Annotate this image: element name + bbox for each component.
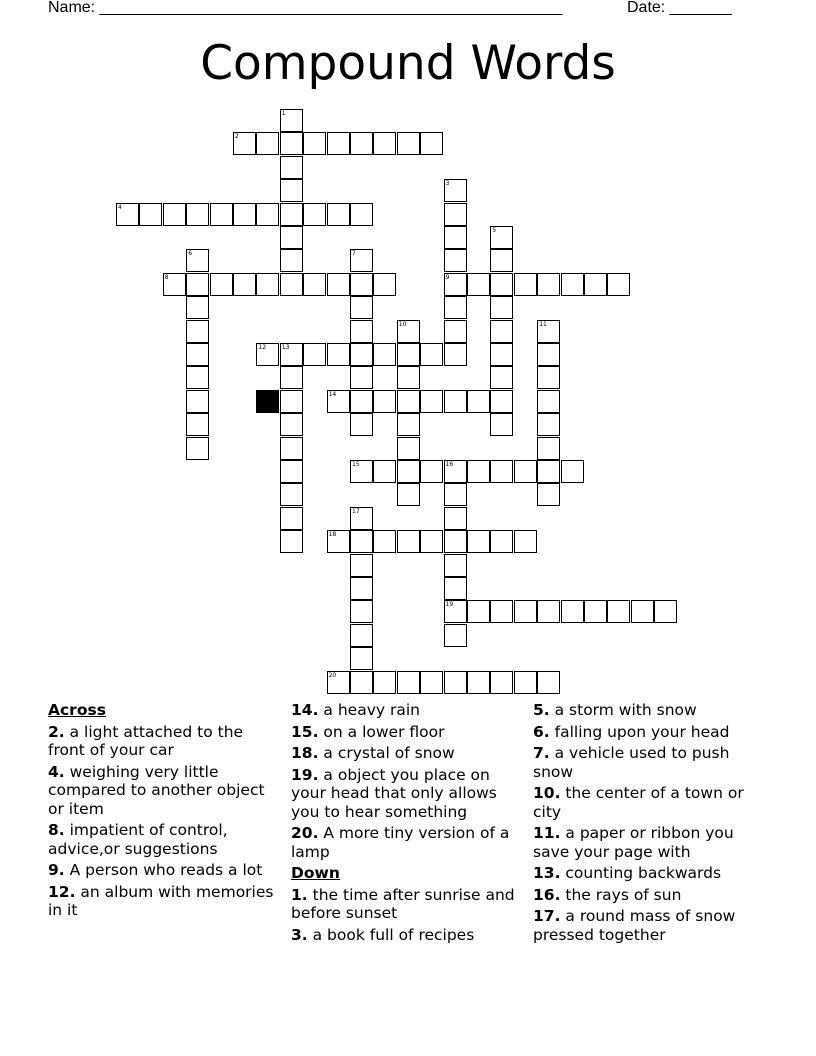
grid-cell[interactable]: [420, 390, 443, 413]
grid-cell[interactable]: [350, 390, 373, 413]
clue-number-label: 7: [352, 250, 356, 258]
grid-cell[interactable]: [373, 671, 396, 694]
grid-cell[interactable]: [490, 600, 513, 623]
grid-cell[interactable]: [327, 390, 350, 413]
grid-cell[interactable]: [327, 132, 350, 155]
grid-cell[interactable]: [350, 296, 373, 319]
name-field-label: Name: ____________________________________________________: [48, 0, 563, 16]
grid-cell[interactable]: [537, 413, 560, 436]
grid-cell[interactable]: [163, 273, 186, 296]
grid-cell[interactable]: [280, 366, 303, 389]
grid-cell[interactable]: [186, 249, 209, 272]
grid-cell[interactable]: [186, 366, 209, 389]
clue-number-label: 20: [328, 671, 337, 679]
grid-cell[interactable]: [561, 460, 584, 483]
grid-cell[interactable]: [280, 179, 303, 202]
clue-number-label: 17: [352, 507, 360, 515]
grid-cell[interactable]: [186, 413, 209, 436]
grid-cell[interactable]: [327, 530, 350, 553]
grid-cell[interactable]: [373, 343, 396, 366]
grid-cell[interactable]: [444, 390, 467, 413]
grid-cell[interactable]: [350, 624, 373, 647]
page-title: Compound Words: [200, 36, 616, 91]
grid-cell[interactable]: [280, 132, 303, 155]
grid-cell[interactable]: [397, 366, 420, 389]
grid-cell[interactable]: [280, 413, 303, 436]
clue-number-label: 10: [398, 320, 407, 328]
grid-cell[interactable]: [490, 671, 513, 694]
grid-cell[interactable]: [373, 132, 396, 155]
grid-cell[interactable]: [444, 530, 467, 553]
grid-cell[interactable]: [350, 507, 373, 530]
clue-column-1: [48, 701, 276, 923]
grid-cell[interactable]: [467, 530, 490, 553]
grid-cell[interactable]: [537, 671, 560, 694]
clue-across-12: 12. an album with memories in it: [48, 882, 274, 919]
grid-cell[interactable]: [186, 273, 209, 296]
grid-cell[interactable]: [280, 226, 303, 249]
grid-cell[interactable]: [537, 366, 560, 389]
grid-cell[interactable]: [350, 249, 373, 272]
clue-across-20: 20. A more tiny version of a lamp: [291, 824, 510, 861]
grid-cell[interactable]: [280, 156, 303, 179]
grid-cell[interactable]: [561, 273, 584, 296]
grid-cell[interactable]: [350, 647, 373, 670]
grid-cell[interactable]: [420, 460, 443, 483]
grid-cell[interactable]: [584, 600, 607, 623]
clue-across-18: 18. a crystal of snow: [291, 744, 455, 762]
clue-down-3: 3. a book full of recipes: [291, 925, 475, 944]
grid-cell[interactable]: [350, 600, 373, 623]
grid-cell[interactable]: [490, 460, 513, 483]
grid-cell[interactable]: [490, 390, 513, 413]
grid-cell[interactable]: [256, 343, 279, 366]
grid-cell[interactable]: [350, 530, 373, 553]
grid-cell[interactable]: [537, 483, 560, 506]
grid-cell[interactable]: [350, 554, 373, 577]
grid-cell[interactable]: [186, 390, 209, 413]
clue-number-label: 6: [188, 250, 193, 258]
grid-cell[interactable]: [607, 273, 630, 296]
grid-cell[interactable]: [654, 600, 677, 623]
grid-cell[interactable]: [514, 460, 537, 483]
clue-column-3: [533, 701, 761, 947]
grid-cell[interactable]: [444, 203, 467, 226]
grid-cell[interactable]: [490, 320, 513, 343]
grid-cell[interactable]: [186, 296, 209, 319]
clue-number-label: 1: [281, 110, 286, 117]
grid-cell[interactable]: [256, 132, 279, 155]
grid-cell[interactable]: [490, 530, 513, 553]
grid-cell[interactable]: [303, 343, 326, 366]
grid-cell[interactable]: [397, 343, 420, 366]
grid-cell[interactable]: [327, 343, 350, 366]
grid-cell[interactable]: [444, 273, 467, 296]
grid-cell[interactable]: [490, 413, 513, 436]
grid-cell[interactable]: [350, 671, 373, 694]
clue-number-label: 15: [352, 461, 360, 468]
grid-cell[interactable]: [397, 530, 420, 553]
grid-cell[interactable]: [397, 483, 420, 506]
grid-cell[interactable]: [584, 273, 607, 296]
grid-cell[interactable]: [350, 273, 373, 296]
grid-cell[interactable]: [444, 320, 467, 343]
grid-cell[interactable]: [233, 273, 256, 296]
grid-cell[interactable]: [537, 343, 560, 366]
clue-down-7: 7. a vehicle used to push snow: [533, 744, 730, 781]
clue-number-label: 18: [328, 531, 337, 539]
clue-across-2: 2. a light attached to the front of your car: [48, 722, 244, 759]
clue-number-label: 4: [118, 203, 122, 211]
grid-cell[interactable]: [397, 460, 420, 483]
grid-cell[interactable]: [444, 249, 467, 272]
grid-cell[interactable]: [514, 600, 537, 623]
grid-cell[interactable]: [607, 600, 630, 623]
grid-cell[interactable]: [373, 460, 396, 483]
clue-down-1: 1. the time after sunrise and before sunset: [291, 885, 515, 922]
clue-number-label: 14: [328, 390, 337, 398]
grid-cell[interactable]: [444, 179, 467, 202]
grid-cell[interactable]: [280, 507, 303, 530]
grid-cell[interactable]: [350, 366, 373, 389]
clue-across-14: 14. a heavy rain: [291, 701, 420, 719]
down-heading: Down: [291, 864, 340, 882]
grid-cell[interactable]: [490, 273, 513, 296]
clue-across-8: 8. impatient of control, advice,or suggestions: [48, 821, 228, 858]
grid-cell[interactable]: [280, 390, 303, 413]
grid-cell[interactable]: [397, 437, 420, 460]
grid-cell[interactable]: [420, 343, 443, 366]
grid-cell[interactable]: [514, 273, 537, 296]
grid-cell[interactable]: [350, 132, 373, 155]
grid-cell[interactable]: [280, 273, 303, 296]
grid-cell[interactable]: [280, 530, 303, 553]
grid-cell[interactable]: [303, 203, 326, 226]
grid-cell[interactable]: [397, 132, 420, 155]
grid-cell[interactable]: [561, 600, 584, 623]
grid-cell[interactable]: [490, 366, 513, 389]
clue-down-11: 11. a paper or ribbon you save your page with: [533, 824, 734, 861]
grid-cell[interactable]: [537, 390, 560, 413]
clue-across-4: 4. weighing very little compared to another object or item: [48, 762, 265, 818]
grid-cell[interactable]: [280, 437, 303, 460]
grid-cell[interactable]: [210, 273, 233, 296]
grid-cell[interactable]: [444, 460, 467, 483]
grid-cell[interactable]: [350, 460, 373, 483]
clue-number-label: 2: [235, 133, 239, 141]
grid-cell[interactable]: [444, 624, 467, 647]
grid-cell[interactable]: [490, 343, 513, 366]
grid-cell[interactable]: [280, 109, 303, 132]
grid-cell[interactable]: [280, 203, 303, 226]
grid-cell[interactable]: [444, 554, 467, 577]
grid-cell[interactable]: [397, 390, 420, 413]
grid-cell[interactable]: [444, 483, 467, 506]
clue-down-10: 10. the center of a town or city: [533, 784, 744, 821]
grid-cell[interactable]: [280, 343, 303, 366]
grid-cell[interactable]: [350, 577, 373, 600]
grid-cell[interactable]: [467, 600, 490, 623]
grid-cell[interactable]: [303, 132, 326, 155]
grid-cell[interactable]: [163, 203, 186, 226]
grid-cell[interactable]: [397, 413, 420, 436]
grid-cell[interactable]: [420, 530, 443, 553]
grid-cell[interactable]: [186, 343, 209, 366]
grid-cell[interactable]: [490, 296, 513, 319]
grid-cell[interactable]: [233, 203, 256, 226]
grid-cell[interactable]: [350, 343, 373, 366]
grid-cell[interactable]: [327, 203, 350, 226]
grid-cell[interactable]: [256, 273, 279, 296]
grid-cell[interactable]: [490, 249, 513, 272]
clue-down-17: 17. a round mass of snow pressed together: [533, 907, 736, 944]
grid-cell[interactable]: [280, 460, 303, 483]
clue-across-15: 15. on a lower floor: [291, 722, 445, 741]
grid-cell[interactable]: [186, 437, 209, 460]
clue-down-16: 16. the rays of sun: [533, 885, 682, 904]
clue-number-label: 9: [445, 273, 450, 281]
grid-cell[interactable]: [444, 343, 467, 366]
grid-cell[interactable]: [350, 203, 373, 226]
grid-cell[interactable]: [467, 460, 490, 483]
grid-cell[interactable]: [210, 203, 233, 226]
grid-cell[interactable]: [537, 600, 560, 623]
grid-cell[interactable]: [233, 132, 256, 155]
date-field-label: Date: _______: [627, 0, 732, 16]
grid-cell[interactable]: [303, 273, 326, 296]
grid-cell[interactable]: [116, 203, 139, 226]
clue-number-label: 3: [445, 180, 450, 188]
grid-cell[interactable]: [514, 671, 537, 694]
clue-across-9: 9. A person who reads a lot: [48, 861, 263, 879]
grid-cell[interactable]: [397, 671, 420, 694]
grid-cell[interactable]: [444, 671, 467, 694]
across-heading: Across: [48, 701, 106, 719]
grid-cell[interactable]: [256, 203, 279, 226]
grid-cell[interactable]: [350, 413, 373, 436]
grid-cell[interactable]: [514, 530, 537, 553]
grid-cell[interactable]: [186, 203, 209, 226]
clue-number-label: 11: [539, 320, 547, 328]
clue-column-2: [291, 701, 519, 947]
grid-cell[interactable]: [467, 390, 490, 413]
grid-cell[interactable]: [631, 600, 654, 623]
grid-cell[interactable]: [280, 249, 303, 272]
clue-number-label: 5: [492, 227, 497, 234]
grid-cell[interactable]: [373, 530, 396, 553]
grid-cell[interactable]: [444, 577, 467, 600]
grid-cell[interactable]: [537, 320, 560, 343]
grid-cell[interactable]: [444, 600, 467, 623]
grid-cell[interactable]: [467, 671, 490, 694]
grid-black-cell: [256, 390, 279, 413]
grid-cell[interactable]: [444, 296, 467, 319]
clue-number-label: 13: [281, 344, 290, 351]
grid-cell[interactable]: [186, 320, 209, 343]
grid-cell[interactable]: [373, 273, 396, 296]
grid-cell[interactable]: [327, 273, 350, 296]
grid-cell[interactable]: [327, 671, 350, 694]
grid-cell[interactable]: [537, 273, 560, 296]
grid-cell[interactable]: [467, 273, 490, 296]
clue-down-6: 6. falling upon your head: [533, 722, 730, 741]
grid-cell[interactable]: [350, 320, 373, 343]
grid-cell[interactable]: [139, 203, 162, 226]
grid-cell[interactable]: [537, 437, 560, 460]
clue-across-19: 19. a object you place on your head that only allows you to hear something: [291, 765, 497, 821]
clue-number-label: 19: [445, 601, 454, 609]
clue-down-13: 13. counting backwards: [533, 864, 722, 882]
clue-number-label: 12: [258, 344, 267, 351]
grid-cell[interactable]: [490, 226, 513, 249]
grid-cell[interactable]: [397, 320, 420, 343]
grid-cell[interactable]: [280, 483, 303, 506]
clue-down-5: 5. a storm with snow: [533, 701, 697, 719]
grid-cell[interactable]: [444, 507, 467, 530]
clue-number-label: 16: [445, 461, 454, 468]
clue-number-label: 8: [164, 273, 169, 281]
grid-cell[interactable]: [537, 460, 560, 483]
grid-cell[interactable]: [420, 132, 443, 155]
grid-cell[interactable]: [444, 226, 467, 249]
grid-cell[interactable]: [373, 390, 396, 413]
grid-cell[interactable]: [420, 671, 443, 694]
